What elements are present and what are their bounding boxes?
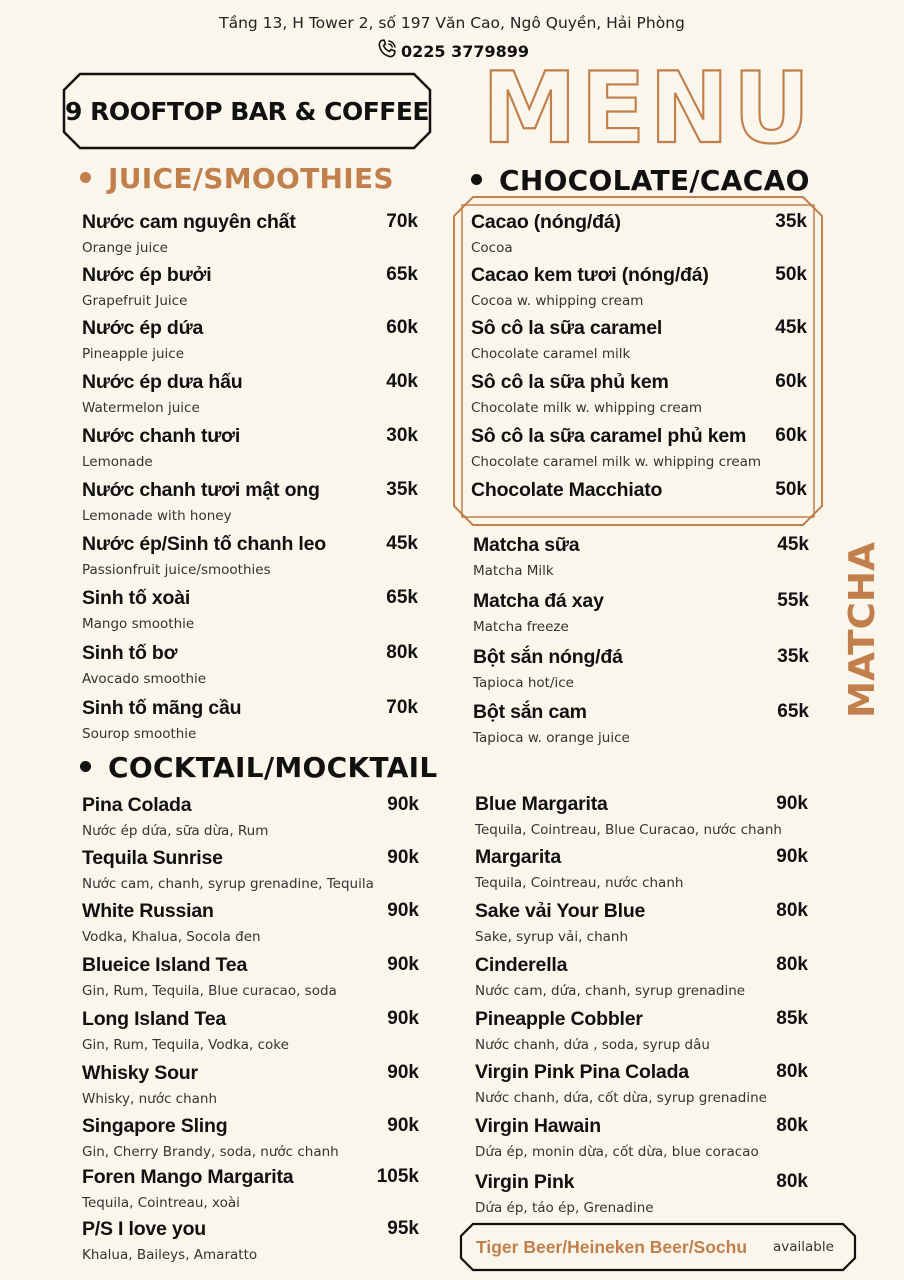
menu-item (82, 1218, 419, 1263)
item-description: Lemonade (82, 454, 153, 470)
menu-item (473, 646, 809, 691)
item-price: 50k (775, 479, 807, 500)
item-description: Cocoa w. whipping cream (471, 293, 644, 309)
item-name: White Russian (82, 900, 214, 922)
item-price: 90k (387, 954, 419, 975)
cocktail-section-title: COCKTAIL/MOCKTAIL (80, 751, 438, 784)
item-name: Foren Mango Margarita (82, 1166, 294, 1188)
beer-status: available (773, 1239, 834, 1255)
phone-icon (375, 37, 399, 61)
menu-item (82, 425, 418, 470)
item-description: Matcha Milk (473, 563, 554, 579)
item-price: 55k (777, 590, 809, 611)
menu-item (82, 1115, 419, 1160)
menu-item (82, 1008, 419, 1053)
item-name: Virgin Pink Pina Colada (475, 1061, 689, 1083)
menu-item (473, 590, 809, 635)
juice-section-title: JUICE/SMOOTHIES (80, 162, 394, 195)
item-name: Matcha sữa (473, 534, 580, 556)
bullet-icon (80, 761, 91, 772)
item-price: 50k (775, 264, 807, 285)
address: Tầng 13, H Tower 2, số 197 Văn Cao, Ngô Quyền, Hải Phòng (219, 14, 685, 32)
item-price: 80k (776, 900, 808, 921)
menu-item (475, 1171, 808, 1216)
item-price: 80k (776, 1061, 808, 1082)
menu-item (475, 1061, 808, 1106)
menu-item (82, 1062, 419, 1107)
item-price: 60k (775, 371, 807, 392)
item-price: 80k (776, 954, 808, 975)
item-name: Chocolate Macchiato (471, 479, 663, 501)
item-price: 65k (386, 587, 418, 608)
item-name: Virgin Hawain (475, 1115, 601, 1137)
item-price: 30k (386, 425, 418, 446)
item-description: Mango smoothie (82, 616, 195, 632)
menu-item (82, 479, 418, 524)
item-price: 90k (387, 1008, 419, 1029)
item-description: Tequila, Cointreau, Blue Curacao, nước chanh (475, 822, 782, 838)
item-name: Sinh tố mãng cầu (82, 697, 242, 719)
item-price: 70k (386, 697, 418, 718)
item-name: Sô cô la sữa caramel (471, 317, 663, 339)
item-price: 40k (386, 371, 418, 392)
item-description: Chocolate milk w. whipping cream (471, 400, 703, 416)
item-price: 35k (775, 211, 807, 232)
menu-item (473, 701, 809, 746)
item-name: Cacao (nóng/đá) (471, 211, 621, 233)
menu-item (475, 1008, 808, 1053)
item-price: 60k (386, 317, 418, 338)
chocolate-section-title: CHOCOLATE/CACAO (471, 164, 810, 197)
menu-item (471, 371, 807, 416)
menu-title (478, 58, 818, 158)
item-name: Tequila Sunrise (82, 847, 223, 869)
item-description: Cocoa (471, 240, 513, 256)
item-description: Whisky, nước chanh (82, 1091, 218, 1107)
item-name: Cinderella (475, 954, 568, 976)
item-name: Bột sắn nóng/đá (473, 646, 623, 668)
menu-item (471, 317, 807, 362)
item-price: 90k (387, 794, 419, 815)
brand-name: 9 ROOFTOP BAR & COFFEE (64, 96, 430, 126)
matcha-section-title (822, 540, 902, 720)
item-description: Orange juice (82, 240, 168, 256)
item-name: Nước ép/Sinh tố chanh leo (82, 533, 327, 555)
item-description: Gin, Rum, Tequila, Blue curacao, soda (82, 983, 337, 999)
phone-text: 0225 3779899 (400, 42, 530, 61)
menu-item (82, 954, 419, 999)
item-price: 45k (775, 317, 807, 338)
beer-label: Tiger Beer/Heineken Beer/Sochu (476, 1237, 748, 1257)
item-description: Watermelon juice (82, 400, 200, 416)
brand-logo-box (62, 72, 432, 150)
menu-item (475, 900, 808, 945)
item-description: Passionfruit juice/smoothies (82, 562, 271, 578)
item-description: Chocolate caramel milk (471, 346, 631, 362)
menu-item (82, 697, 418, 742)
item-description: Khalua, Baileys, Amaratto (82, 1247, 258, 1263)
menu-item (82, 642, 418, 687)
item-name: Sake vải Your Blue (475, 900, 646, 922)
item-description: Nước cam, dứa, chanh, syrup grenadine (475, 983, 746, 999)
menu-item (82, 1166, 419, 1211)
item-description: Nước ép dứa, sữa dừa, Rum (82, 823, 269, 839)
item-price: 95k (387, 1218, 419, 1239)
item-price: 65k (777, 701, 809, 722)
item-name: Nước ép dứa (82, 317, 204, 339)
menu-item (82, 264, 418, 309)
item-price: 65k (386, 264, 418, 285)
item-name: Sô cô la sữa caramel phủ kem (471, 425, 747, 447)
menu-item (475, 1115, 808, 1160)
item-price: 35k (386, 479, 418, 500)
item-name: Sô cô la sữa phủ kem (471, 371, 669, 393)
item-description: Vodka, Khalua, Socola đen (82, 929, 261, 945)
menu-item (471, 211, 807, 256)
item-price: 90k (387, 1062, 419, 1083)
item-description: Sake, syrup vải, chanh (475, 929, 629, 945)
item-price: 90k (387, 1115, 419, 1136)
item-description: Nước chanh, dứa , soda, syrup dâu (475, 1037, 710, 1053)
item-price: 45k (777, 534, 809, 555)
item-name: Nước cam nguyên chất (82, 211, 296, 233)
beer-banner (459, 1222, 857, 1272)
menu-item (82, 371, 418, 416)
item-description: Chocolate caramel milk w. whipping cream (471, 454, 762, 470)
item-description: Tequila, Cointreau, nước chanh (475, 875, 684, 891)
item-description: Tapioca w. orange juice (473, 730, 630, 746)
item-name: P/S I love you (82, 1218, 206, 1240)
item-price: 80k (776, 1171, 808, 1192)
menu-item (82, 847, 419, 892)
bullet-icon (471, 174, 482, 185)
menu-item (82, 317, 418, 362)
item-description: Grapefruit Juice (82, 293, 188, 309)
item-description: Nước chanh, dứa, cốt dừa, syrup grenadine (475, 1090, 767, 1106)
item-name: Matcha đá xay (473, 590, 604, 612)
item-description: Gin, Cherry Brandy, soda, nước chanh (82, 1144, 339, 1160)
item-name: Nước chanh tươi mật ong (82, 479, 320, 501)
item-description: Nước cam, chanh, syrup grenadine, Tequila (82, 876, 374, 892)
item-description: Tequila, Cointreau, xoài (82, 1195, 240, 1211)
menu-item (82, 533, 418, 578)
item-description: Lemonade with honey (82, 508, 232, 524)
item-name: Pina Colada (82, 794, 192, 816)
menu-item (475, 954, 808, 999)
menu-item (475, 793, 808, 838)
item-name: Long Island Tea (82, 1008, 226, 1030)
item-name: Bột sắn cam (473, 701, 587, 723)
menu-item (475, 846, 808, 891)
item-description: Tapioca hot/ice (473, 675, 574, 691)
item-name: Nước ép dưa hấu (82, 371, 243, 393)
item-description: Dứa ép, táo ép, Grenadine (475, 1200, 654, 1216)
menu-item (82, 794, 419, 839)
bullet-icon (80, 172, 91, 183)
item-price: 35k (777, 646, 809, 667)
menu-item (82, 900, 419, 945)
menu-title-text: MENU (482, 58, 814, 158)
item-price: 45k (386, 533, 418, 554)
item-name: Singapore Sling (82, 1115, 228, 1137)
item-name: Sinh tố bơ (82, 642, 178, 664)
item-price: 60k (775, 425, 807, 446)
item-name: Sinh tố xoài (82, 587, 191, 609)
item-description: Dứa ép, monin dừa, cốt dừa, blue coracao (475, 1144, 759, 1160)
menu-item (82, 211, 418, 256)
item-price: 70k (386, 211, 418, 232)
item-price: 90k (387, 900, 419, 921)
item-name: Cacao kem tươi (nóng/đá) (471, 264, 709, 286)
item-description: Sourop smoothie (82, 726, 197, 742)
item-price: 80k (776, 1115, 808, 1136)
item-price: 85k (776, 1008, 808, 1029)
menu-item (473, 534, 809, 579)
item-description: Pineapple juice (82, 346, 185, 362)
menu-item (82, 587, 418, 632)
item-price: 90k (776, 846, 808, 867)
item-name: Blue Margarita (475, 793, 608, 815)
matcha-title-text: MATCHA (842, 548, 883, 718)
menu-item (471, 425, 807, 470)
item-name: Whisky Sour (82, 1062, 198, 1084)
item-name: Virgin Pink (475, 1171, 575, 1193)
item-name: Margarita (475, 846, 561, 868)
item-price: 80k (386, 642, 418, 663)
item-description: Gin, Rum, Tequila, Vodka, coke (82, 1037, 289, 1053)
item-description: Matcha freeze (473, 619, 569, 635)
item-price: 90k (387, 847, 419, 868)
menu-item (471, 479, 807, 502)
item-name: Nước ép bưởi (82, 264, 212, 286)
item-name: Blueice Island Tea (82, 954, 248, 976)
item-price: 105k (376, 1166, 419, 1187)
item-name: Nước chanh tươi (82, 425, 241, 447)
menu-item (471, 264, 807, 309)
item-name: Pineapple Cobbler (475, 1008, 643, 1030)
item-price: 90k (776, 793, 808, 814)
item-description: Avocado smoothie (82, 671, 207, 687)
